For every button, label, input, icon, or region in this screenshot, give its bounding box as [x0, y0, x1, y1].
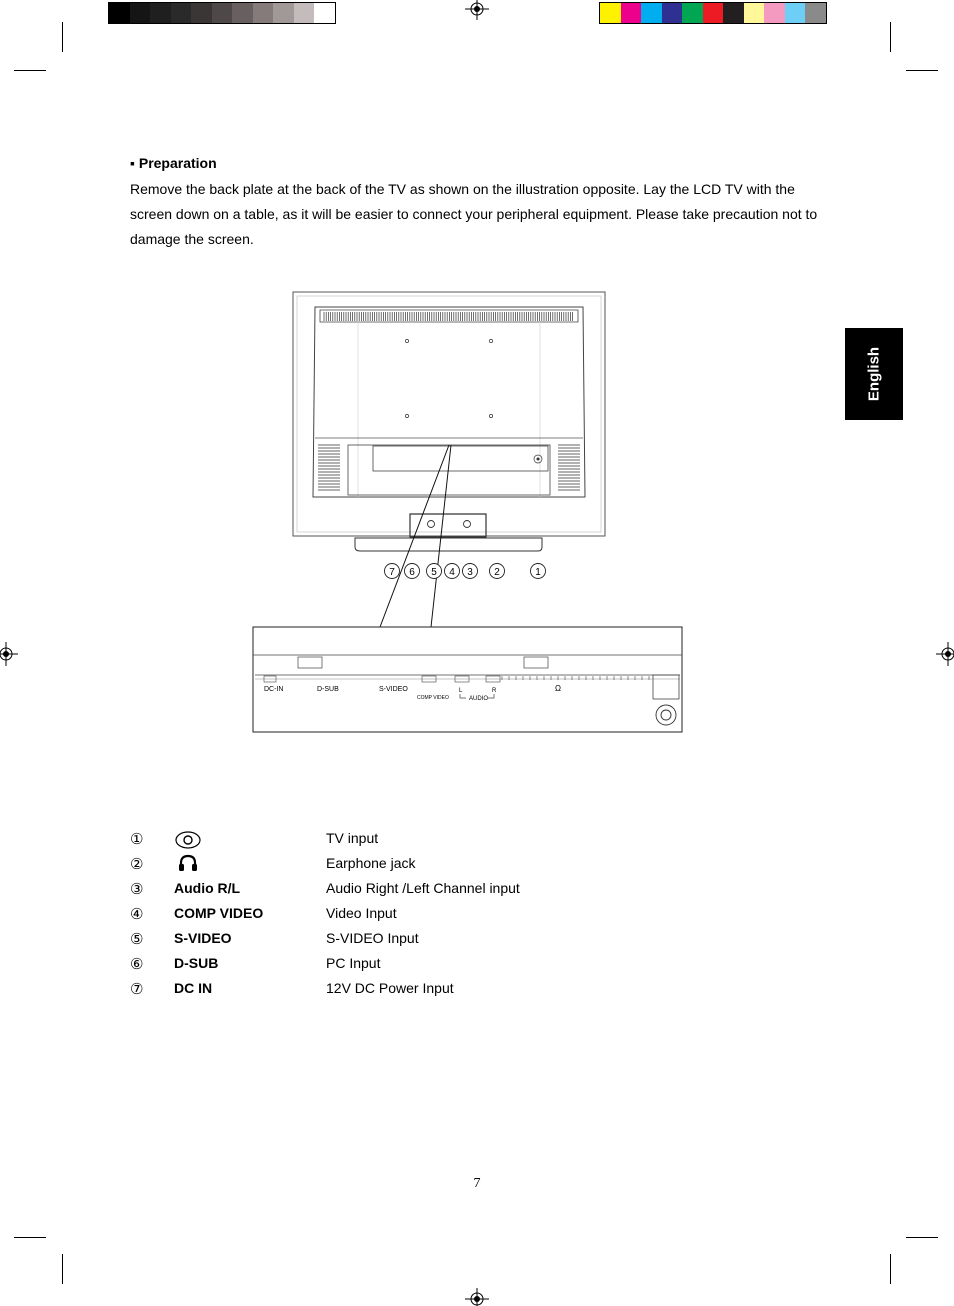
color-swatch [109, 3, 130, 23]
color-swatch [785, 3, 806, 23]
legend-description: TV input [326, 830, 379, 846]
color-swatch [150, 3, 171, 23]
registration-mark-top [463, 0, 491, 22]
panel-label-audio-l: L [459, 688, 463, 694]
section-heading: ▪ Preparation [130, 155, 217, 171]
legend-number: ① [130, 830, 144, 848]
legend-number: ⑦ [130, 980, 144, 998]
language-tab-label: English [865, 346, 883, 402]
color-swatch [314, 3, 335, 23]
callout-number: 1 [535, 567, 541, 578]
tv-input-icon [174, 829, 202, 852]
color-swatch [130, 3, 151, 23]
legend-description: PC Input [326, 955, 381, 971]
panel-label-audio: AUDIO [469, 696, 489, 702]
color-swatch [662, 3, 683, 23]
color-swatch [744, 3, 765, 23]
registration-mark-right [934, 640, 954, 668]
color-swatch [641, 3, 662, 23]
color-bar [599, 2, 827, 24]
color-swatch [723, 3, 744, 23]
color-swatch [171, 3, 192, 23]
legend-description: Earphone jack [326, 855, 416, 871]
panel-label-comp-video: COMP VIDEO [417, 695, 449, 701]
crop-mark [890, 22, 891, 52]
panel-label-d-sub: D-SUB [317, 686, 339, 693]
panel-label-headphone: Ω [555, 684, 561, 693]
color-swatch [253, 3, 274, 23]
registration-mark-bottom [463, 1286, 491, 1306]
legend-number: ④ [130, 905, 144, 923]
panel-label-audio-r: R [492, 688, 497, 694]
legend-label: Audio R/L [174, 880, 241, 896]
legend-label: D-SUB [174, 955, 219, 971]
color-swatch [764, 3, 785, 23]
panel-label-s-video: S-VIDEO [379, 686, 408, 693]
crop-mark [906, 70, 938, 71]
legend-number: ③ [130, 880, 144, 898]
legend-label: COMP VIDEO [174, 905, 264, 921]
crop-mark [62, 1254, 63, 1284]
color-swatch [273, 3, 294, 23]
legend-description: 12V DC Power Input [326, 980, 454, 996]
tv-back-diagram [240, 285, 700, 740]
color-swatch [621, 3, 642, 23]
language-tab [845, 328, 903, 420]
panel-label-dc-in: DC-IN [264, 686, 284, 693]
legend-label: DC IN [174, 980, 213, 996]
callout-number: 7 [389, 567, 395, 578]
crop-mark [14, 1237, 46, 1238]
crop-mark [890, 1254, 891, 1284]
color-swatch [294, 3, 315, 23]
callout-number: 2 [494, 567, 500, 578]
color-swatch [703, 3, 724, 23]
color-swatch [600, 3, 621, 23]
color-swatch [191, 3, 212, 23]
callout-number: 6 [409, 567, 415, 578]
crop-mark [14, 70, 46, 71]
legend-description: S-VIDEO Input [326, 930, 419, 946]
legend-number: ⑤ [130, 930, 144, 948]
callout-number: 3 [467, 567, 473, 578]
callout-number: 5 [431, 567, 437, 578]
legend-label: S-VIDEO [174, 930, 232, 946]
headphone-icon [174, 853, 202, 876]
crop-mark [906, 1237, 938, 1238]
legend-description: Video Input [326, 905, 397, 921]
legend-number: ② [130, 855, 144, 873]
crop-mark [62, 22, 63, 52]
color-swatch [805, 3, 826, 23]
registration-mark-left [0, 640, 20, 668]
page-number: 7 [473, 1176, 481, 1191]
color-swatch [682, 3, 703, 23]
grayscale-bar [108, 2, 336, 24]
legend-description: Audio Right /Left Channel input [326, 880, 520, 896]
callout-number: 4 [449, 567, 455, 578]
color-swatch [212, 3, 233, 23]
color-swatch [232, 3, 253, 23]
legend-number: ⑥ [130, 955, 144, 973]
section-body: Remove the back plate at the back of the TV as shown on the illustration opposite. Lay the LCD TV with the screen down on a table, as it will be easier to connect your peripheral equipment. Please take precaution not to damage the screen. [130, 181, 818, 247]
